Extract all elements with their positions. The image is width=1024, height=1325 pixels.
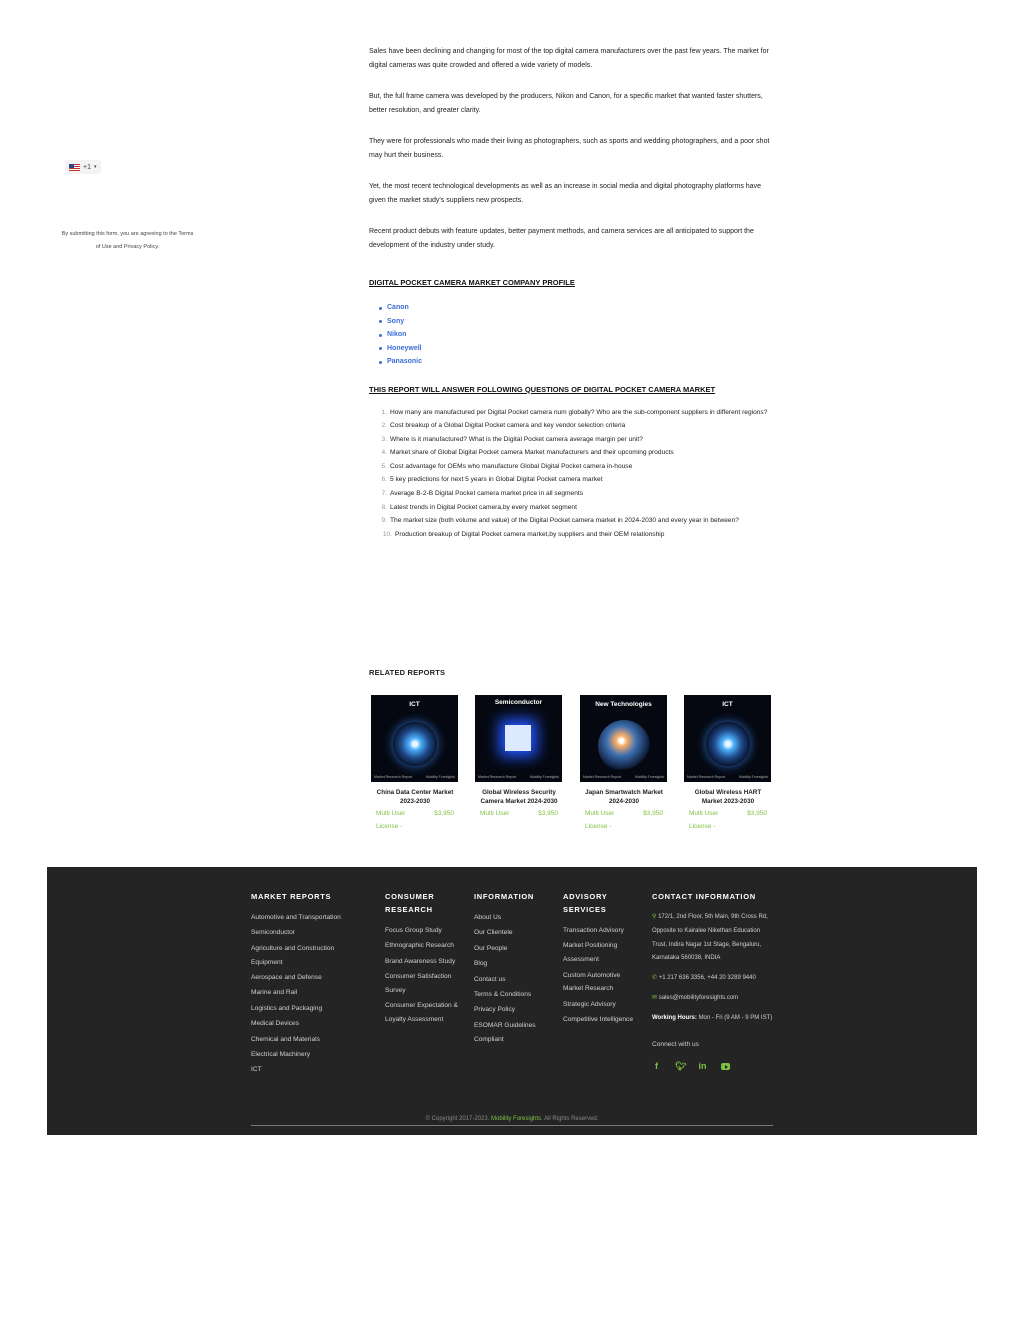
envelope-icon: ✉ [652,994,658,1001]
footer-col-contact [652,890,774,1072]
report-thumbnail[interactable] [475,695,562,782]
list-item [377,528,774,542]
list-item [377,460,774,474]
list-number: 2. [381,422,387,430]
footer-link[interactable]: About Us [474,914,502,921]
card-category: Semiconductor [494,699,543,706]
phone-icon: ✆ [652,975,658,982]
footer-link[interactable]: Terms & Conditions [474,990,532,998]
card-category: New Technologies [595,701,652,708]
brand-link[interactable]: Mobility Foresights. [491,1116,543,1122]
globe-icon [706,722,750,766]
footer-link[interactable]: Market Positioning Assessment [563,942,618,964]
report-title[interactable]: Japan Smartwatch Market 2024-2030 [585,789,663,805]
report-thumbnail[interactable] [580,695,667,782]
footer-heading: ADVISORY SERVICES [563,892,608,914]
footer-col-market-reports [251,890,366,1079]
chip-icon [505,725,531,751]
list-number: 7. [381,490,387,498]
brand-logo: Mobility Foresights [738,775,768,779]
company-link-nikon[interactable]: Nikon [379,328,774,342]
company-profile-heading: DIGITAL POCKET CAMERA MARKET COMPANY PROFILE [369,278,575,287]
report-card[interactable] [580,695,668,833]
list-item [377,433,774,447]
card-footer-text: Market Research Report [374,775,413,779]
footer-link[interactable]: Consumer Expectation & Loyalty Assessment [385,1002,458,1024]
list-item [377,473,774,487]
footer-link[interactable]: Aerospace and Defense [251,973,322,981]
company-link-honeywell[interactable]: Honeywell [379,342,774,356]
footer-link[interactable]: Brand Awareness Study [385,957,456,965]
footer-link[interactable]: Semiconductor [251,929,295,937]
list-number: 5. [381,462,387,470]
list-number: 10. [382,530,392,538]
list-text: Latest trends in Digital Pocket camera,by every market segment [390,503,577,511]
price: $3,950 [434,810,454,817]
article-body [369,45,774,541]
country-code-selector[interactable] [65,160,101,174]
list-text: Cost advantage for OEMs who manufacture Global Digital Pocket camera in-house [390,462,633,470]
card-footer-text: Market Research Report [583,775,622,779]
footer-col-information [474,890,549,1048]
list-text: The market size (both volume and value) of the Digital Pocket camera market in 2024-2030 and every year in between? [390,517,739,525]
list-number: 3. [381,435,387,443]
list-number: 9. [381,517,387,525]
footer-link[interactable]: Ethnographic Research [385,942,454,950]
paragraph: Sales have been declining and changing for most of the top digital camera manufacturers over the past few years. The market for digital cameras was quite crowded and offered a wide variety of models. [369,48,769,69]
company-link-panasonic[interactable]: Panasonic [379,355,774,369]
report-card[interactable] [371,695,459,833]
list-text: Where is it manufactured? What is the Digital Pocket camera average margin per unit? [390,435,643,443]
questions-heading: THIS REPORT WILL ANSWER FOLLOWING QUESTIONS OF DIGITAL POCKET CAMERA MARKET [369,384,716,394]
footer-link[interactable]: Automotive and Transportation [251,914,341,921]
report-title[interactable]: Global Wireless Security Camera Market 2024-2030 [480,789,558,805]
address: ⚲ 172/1, 2nd Floor, 5th Main, 9th Cross Rd, Opposite to Kairalee Nikethan Education Trust, Indira Nagar 1st Stage, Bengaluru, Karnataka 560038, INDIA [652,914,768,962]
footer-link[interactable]: Competitive Intelligence [563,1016,634,1024]
consent-text: By submitting this form, you are agreeing to the Terms of Use and Privacy Policy. [61,231,194,250]
linkedin-icon[interactable]: in [698,1061,707,1072]
footer-link[interactable]: Medical Devices [251,1020,300,1028]
technology-icon [598,720,650,772]
copyright: © Copyright 2017-2023. Mobility Foresights. All Rights Reserved. [425,1116,599,1122]
related-reports-grid [371,695,773,835]
globe-icon [393,722,437,766]
list-text: 5 key predictions for next 5 years in Global Digital Pocket camera market [390,476,603,484]
card-category: ICT [409,701,420,708]
footer-link[interactable]: Our Clientele [474,929,513,937]
working-hours: Working Hours: Mon - Fri (9 AM - 9 PM IST) [652,1014,773,1021]
license-label: Multi User License - [585,810,615,830]
report-thumbnail[interactable] [371,695,458,782]
map-pin-icon: ⚲ [652,914,657,920]
footer-link[interactable]: Blog [474,960,488,968]
report-thumbnail[interactable] [684,695,771,782]
list-item [377,446,774,460]
company-link-canon[interactable]: Canon [379,301,774,315]
company-list [369,301,774,369]
card-footer-text: Market Research Report [687,775,726,779]
footer-link[interactable]: Logistics and Packaging [251,1004,323,1012]
footer-heading: MARKET REPORTS [251,892,332,901]
footer-link[interactable]: Custom Automotive Market Research [563,971,621,993]
card-category: ICT [722,701,733,708]
list-text: Production breakup of Digital Pocket camera market,by suppliers and their OEM relationship [395,530,665,538]
youtube-icon[interactable] [721,1063,730,1070]
footer-link[interactable]: Consumer Satisfaction Survey [385,973,452,994]
list-text: Average B-2-B Digital Pocket camera market price in all segments [390,490,584,498]
price: $3,950 [643,810,663,817]
footer-col-consumer-research [385,890,460,1029]
footer-link[interactable]: Transaction Advisory [563,927,624,934]
list-text: How many are manufactured per Digital Pocket camera num globally? Who are the sub-component suppliers in different regions? [390,408,768,416]
footer-link[interactable]: ICT [251,1066,262,1074]
license-label: Multi User License - [689,810,719,830]
phone[interactable]: ✆ +1 217 636 3356, +44 20 3289 9440 [652,975,756,982]
email[interactable]: ✉ sales@mobilityforesights.com [652,994,739,1001]
license-label: Multi User License - [376,810,406,830]
brand-logo: Mobility Foresights [425,775,455,779]
site-footer [47,867,977,1135]
report-title[interactable]: Global Wireless HART Market 2023-2030 [694,789,762,805]
list-item [377,406,774,420]
list-item [377,501,774,515]
list-item [377,487,774,501]
brand-logo: Mobility Foresights [529,775,559,779]
chevron-down-icon: ▾ [93,164,97,170]
report-title[interactable]: China Data Center Market 2023-2030 [376,789,454,805]
company-link-sony[interactable]: Sony [379,315,774,329]
paragraph: Yet, the most recent technological developments as well as an increase in social media and digital photography platforms have given the market study's suppliers new prospects. [369,183,761,204]
footer-link[interactable]: Our People [474,944,508,952]
facebook-icon[interactable]: f [655,1061,658,1072]
license-label: Multi User [480,810,510,817]
footer-link[interactable]: Strategic Advisory [563,1000,616,1008]
footer-link[interactable]: Privacy Policy [474,1006,516,1014]
footer-heading: CONTACT INFORMATION [652,892,756,901]
report-card[interactable] [684,695,772,833]
footer-link[interactable]: Chemical and Materials [251,1035,320,1043]
list-number: 4. [381,449,387,457]
footer-link[interactable]: Marine and Rail [251,989,298,997]
list-text: Cost breakup of a Global Digital Pocket camera and key vendor selection criteria [390,422,626,430]
footer-heading: CONSUMER RESEARCH [385,892,435,914]
footer-link[interactable]: Focus Group Study [385,927,442,934]
price: $3,950 [538,810,558,817]
phone-code: +1 [83,163,91,171]
list-number: 6. [381,476,387,484]
card-footer-text: Market Research Report [478,775,517,779]
list-text: Market share of Global Digital Pocket camera Market manufacturers and their upcoming products [390,449,674,457]
list-item [377,514,774,528]
related-reports-title: RELATED REPORTS [369,668,446,677]
questions-list [369,406,774,542]
footer-divider [251,1125,773,1126]
social-links [652,1061,774,1072]
footer-heading: INFORMATION [474,892,535,901]
connect-label: Connect with us [652,1040,699,1048]
list-number: 8. [381,503,387,511]
footer-link[interactable]: Electrical Machinery [251,1050,310,1058]
footer-link[interactable]: Contact us [474,975,506,983]
twitter-icon[interactable]: 🐦︎ [675,1061,687,1072]
us-flag-icon [69,164,80,171]
list-number: 1. [381,408,387,416]
brand-logo: Mobility Foresights [634,775,664,779]
footer-link[interactable]: Agriculture and Construction Equipment [251,944,335,966]
footer-col-advisory [563,890,638,1029]
footer-link[interactable]: ESOMAR Guidelines Compliant [474,1021,536,1043]
paragraph: Recent product debuts with feature updates, better payment methods, and camera services are all anticipated to support the development of the industry under study. [369,228,754,249]
paragraph: They were for professionals who made their living as photographers, such as sports and wedding photographers, and a poor shot may hurt their business. [369,138,770,159]
list-item [377,419,774,433]
report-card[interactable] [475,695,563,820]
price: $3,950 [747,810,767,817]
paragraph: But, the full frame camera was developed by the producers, Nikon and Canon, for a specific market that wanted faster shutters, better resolution, and greater clarity. [369,93,763,114]
